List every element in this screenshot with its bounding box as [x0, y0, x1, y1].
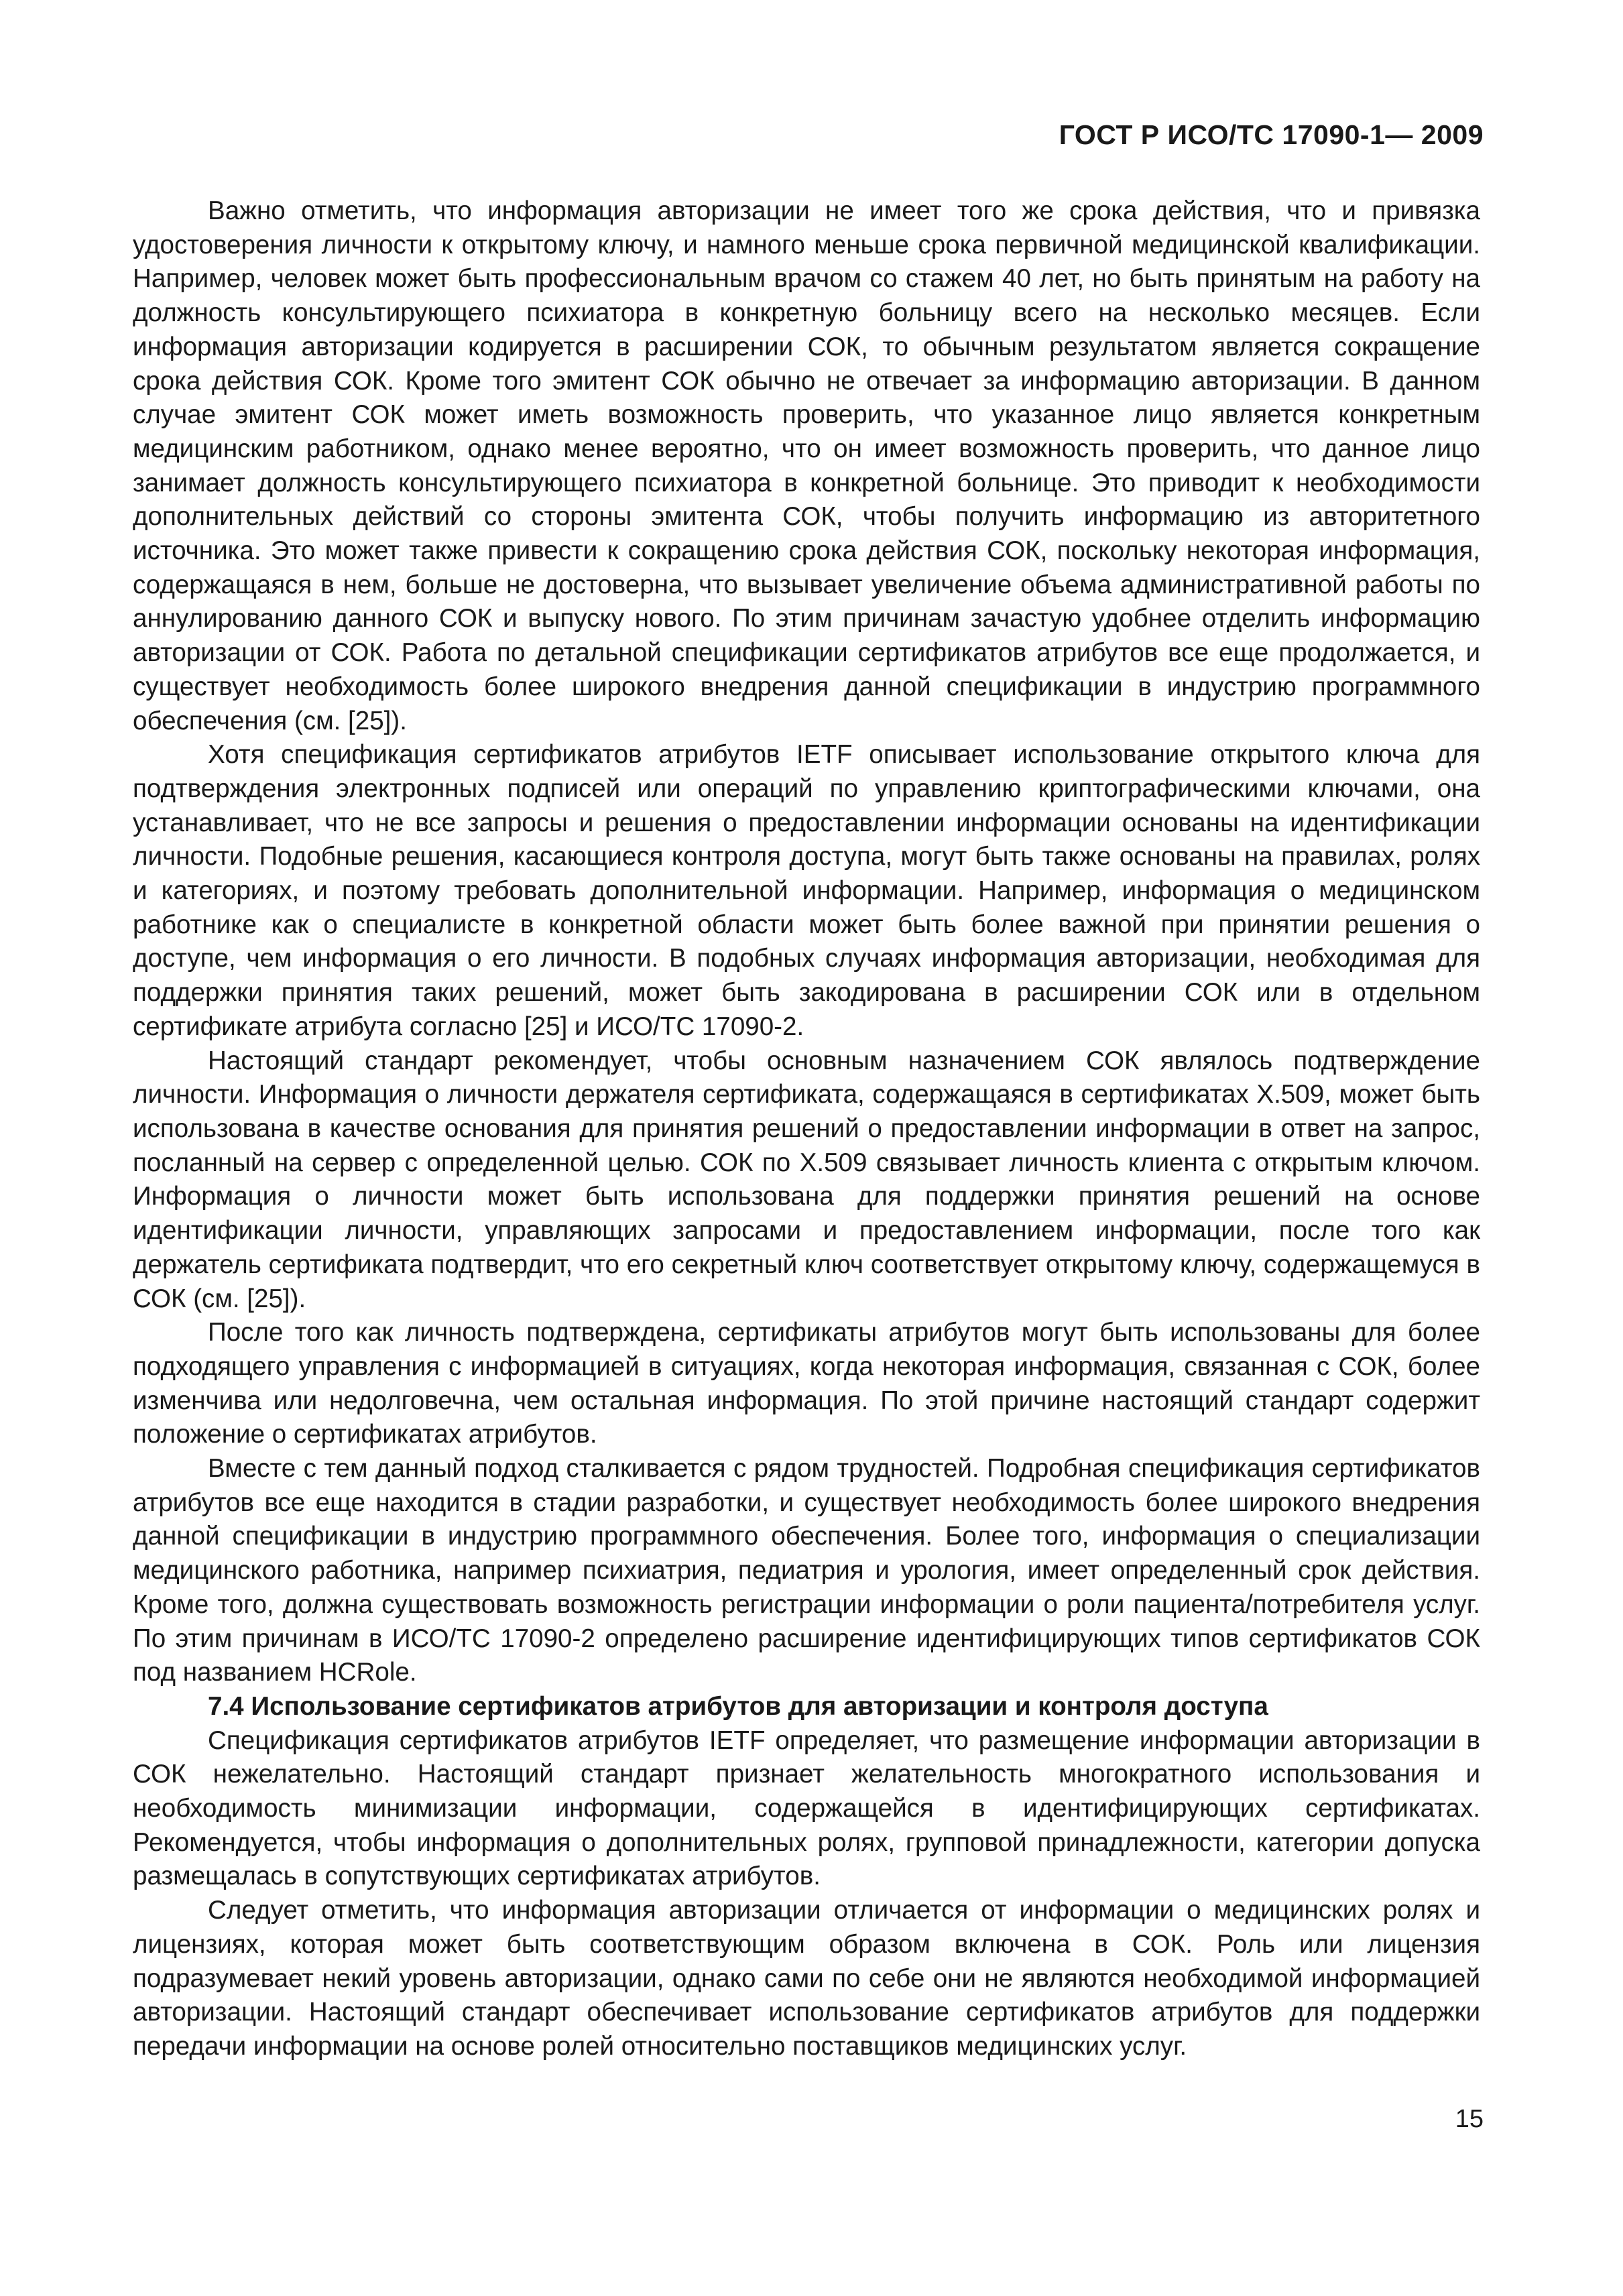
standard-header: ГОСТ Р ИСО/ТС 17090-1— 2009	[1059, 119, 1484, 150]
section-heading: 7.4 Использование сертификатов атрибутов для авторизации и контроля доступа	[208, 1691, 1268, 1721]
document-body	[133, 194, 1480, 2064]
paragraph: Следует отметить, что информация авторизации отличается от информации о медицинских ролях и лицензиях, которая может быть соответствующим образом включена в СОК. Роль или лицензия подразумевает некий уровень авторизации, однако сами по себе они не являются необходимой информацией авторизации. Настоящий стандарт обеспечивает использование сертификатов атрибутов для поддержки передачи информации на основе ролей относительно поставщиков медицинских услуг.	[133, 1896, 1480, 2061]
paragraph: Хотя спецификация сертификатов атрибутов IETF описывает использование открытого ключа для подтверждения электронных подписей или операций по управлению криптографическими ключами, она устанавливает, что не все запросы и решения о предоставлении информации основаны на идентификации личности. Подобные решения, касающиеся контроля доступа, могут быть также основаны на правилах, ролях и категориях, и поэтому требовать дополнительной информации. Например, информация о медицинском работнике как о специалисте в конкретной области может быть более важной при принятии решения о доступе, чем информация о его личности. В подобных случаях информация авторизации, необходимая для поддержки принятия таких решений, может быть закодирована в расширении СОК или в отдельном сертификате атрибута согласно [25] и ИСО/ТС 17090-2.	[133, 740, 1480, 1041]
paragraph: Важно отметить, что информация авторизации не имеет того же срока действия, что и привязка удостоверения личности к открытому ключу, и намного меньше срока первичной медицинской квалификации. Например, человек может быть профессиональным врачом со стажем 40 лет, но быть принятым на работу на должность консультирующего психиатора в конкретную больницу всего на несколько месяцев. Если информация авторизации кодируется в расширении СОК, то обычным результатом является сокращение срока действия СОК. Кроме того эмитент СОК обычно не отвечает за информацию авторизации. В данном случае эмитент СОК может иметь возможность проверить, что указанное лицо является конкретным медицинским работником, однако менее вероятно, что он имеет возможность проверить, что данное лицо занимает должность консультирующего психиатора в конкретной больнице. Это приводит к необходимости дополнительных действий со стороны эмитента СОК, чтобы получить информацию из авторитетного источника. Это может также привести к сокращению срока действия СОК, поскольку некоторая информация, содержащаяся в нем, больше не достоверна, что вызывает увеличение объема административной работы по аннулированию данного СОК и выпуску нового. По этим причинам зачастую удобнее отделить информацию авторизации от СОК. Работа по детальной спецификации сертификатов атрибутов все еще продолжается, и существует необходимость более широкого внедрения данной спецификации в индустрию программного обеспечения (см. [25]).	[133, 196, 1480, 735]
paragraph: Вместе с тем данный подход сталкивается с рядом трудностей. Подробная спецификация сертификатов атрибутов все еще находится в стадии разработки, и существует необходимость более широкого внедрения данной спецификации в индустрию программного обеспечения. Более того, информация о специализации медицинского работника, например психиатрия, педиатрия и урология, имеет определенный срок действия. Кроме того, должна существовать возможность регистрации информации о роли пациента/потребителя услуг. По этим причинам в ИСО/ТС 17090-2 определено расширение идентифицирующих типов сертификатов СОК под названием HCRole.	[133, 1454, 1480, 1687]
paragraph: После того как личность подтверждена, сертификаты атрибутов могут быть использованы для более подходящего управления с информацией в ситуациях, когда некоторая информация, связанная с СОК, более изменчива или недолговечна, чем остальная информация. По этой причине настоящий стандарт содержит положение о сертификатах атрибутов.	[133, 1318, 1480, 1449]
paragraph: Спецификация сертификатов атрибутов IETF определяет, что размещение информации авторизации в СОК нежелательно. Настоящий стандарт признает желательность многократного использования и необходимость минимизации информации, содержащейся в идентифицирующих сертификатах. Рекомендуется, чтобы информация о дополнительных ролях, групповой принадлежности, категории допуска размещалась в сопутствующих сертификатах атрибутов.	[133, 1726, 1480, 1891]
paragraph: Настоящий стандарт рекомендует, чтобы основным назначением СОК являлось подтверждение личности. Информация о личности держателя сертификата, содержащаяся в сертификатах X.509, может быть использована в качестве основания для принятия решений о предоставлении информации в ответ на запрос, посланный на сервер с определенной целью. СОК по X.509 связывает личность клиента с открытым ключом. Информация о личности может быть использована для поддержки принятия решений на основе идентификации личности, управляющих запросами и предоставлением информации, после того как держатель сертификата подтвердит, что его секретный ключ соответствует открытому ключу, содержащемуся в СОК (см. [25]).	[133, 1046, 1480, 1313]
page-number: 15	[1455, 2105, 1484, 2133]
